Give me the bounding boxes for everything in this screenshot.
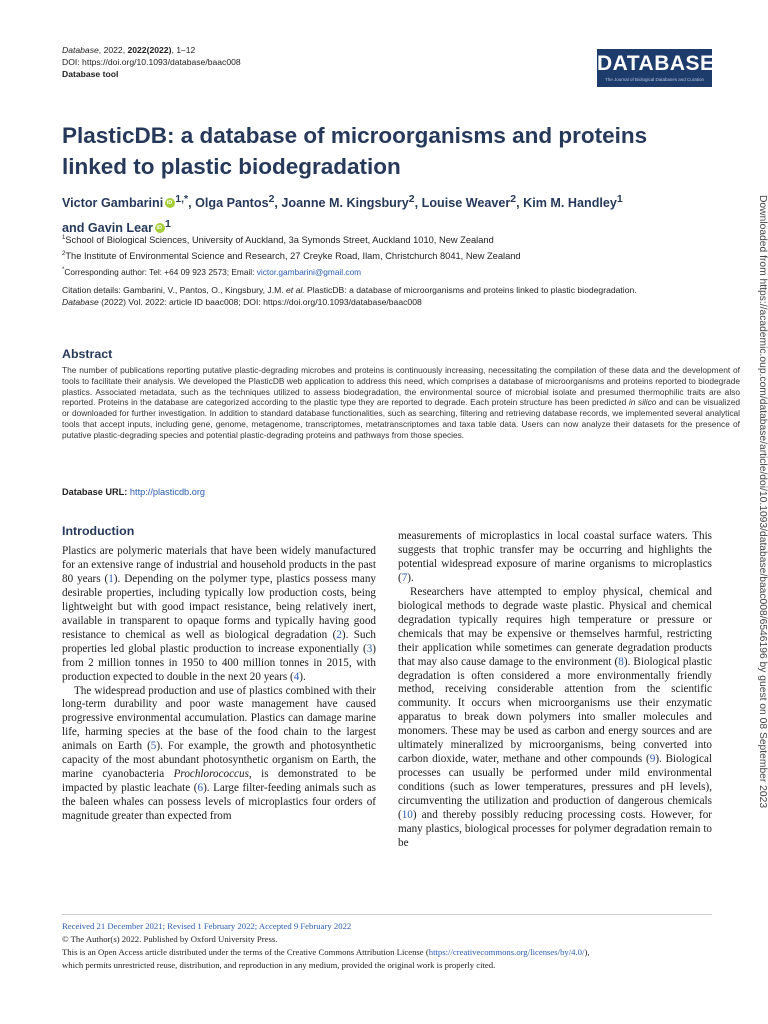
text: ). Biological processes can usually be performed under mild environmental conditions (such as lower temperatures, pressures and pH levels), circumventing the utilization and production of dangerous chemicals ( (398, 753, 712, 822)
intro-paragraph-2 (62, 685, 376, 825)
intro-paragraph-3 (398, 586, 712, 851)
text: measurements of microplastics in local coastal surface waters. This suggests that trophic transfer may be occurring and highlights the potential widespread exposure of marine organisms to microplastics ( (398, 530, 712, 584)
abstract-p2: and can be visualized or downloaded for further investigation. In addition to standard database functionalities, such as searching, filtering and retrieving database records, we implemented several analytical tools that accept inputs, including gene, genome, metagenome, transcriptomes, metatranscriptomes and taxa table data. Users can now analyze their datasets for the presence of putative plastic-degrading species and potential plastic-degrading proteins and pathways from those species. (62, 397, 740, 440)
license-link[interactable]: https://creativecommons.org/licenses/by/4.0/ (428, 947, 585, 957)
citation-etal: et al. (286, 285, 305, 295)
left-column (62, 545, 376, 824)
text: The widespread production and use of plastics combined with their long-term durability and poor waste management have caused progressive environmental accumulation. Plastics can damage marine life, harming species at the base of the food chain to the largest animals on Earth ( (62, 684, 376, 753)
text: This is an Open Access article distributed under the terms of the Creative Commons Attribution License ( (62, 947, 429, 957)
aff2-sup: 2 (62, 250, 66, 257)
ref-link[interactable]: 1 (108, 572, 114, 585)
citation-title: PlasticDB: a database of microorganisms and proteins linked to plastic biodegradation. (304, 285, 637, 295)
intro-paragraph-2-cont (398, 530, 712, 586)
text: ). For example, the growth and photosynthetic capacity of the most abundant photosynthetic organism on Earth, the marine cyanobacteria (62, 740, 377, 781)
journal-name: Database (62, 45, 99, 55)
ref-link[interactable]: 8 (618, 655, 624, 668)
author-2-sup: 2 (268, 193, 275, 205)
author-3-sup: 2 (408, 193, 415, 205)
email-link[interactable]: victor.gambarini@gmail.com (256, 266, 362, 277)
header-year: , 2022, (98, 45, 128, 55)
download-notice: Downloaded from https://academic.oup.com/database/article/doi/10.1093/database/baac008/6546196 by guest on 08 September 2023 (757, 195, 768, 809)
text: Plastics are polymeric materials that have been widely manufactured for an extensive range of industrial and household products in the past 80 years ( (62, 545, 376, 585)
author-2[interactable]: , Olga Pantos (188, 196, 269, 211)
header-doi[interactable]: DOI: https://doi.org/10.1093/database/baac008 (62, 57, 241, 67)
ref-link[interactable]: 4 (293, 670, 300, 683)
database-url (62, 487, 205, 497)
author-4[interactable]: , Louise Weaver (414, 196, 511, 211)
footer-divider (62, 914, 712, 915)
text: , is demonstrated to be impacted by plastic leachate ( (62, 768, 376, 795)
logo-word: DATABASE (597, 52, 715, 75)
citation-details (62, 284, 742, 308)
journal-logo[interactable] (597, 49, 715, 87)
author-6[interactable]: and Gavin Lear (62, 221, 153, 236)
affiliation-2: The Institute of Environmental Science and Research, 27 Creyke Road, Ilam, Christchurch 8041, New Zealand (65, 250, 521, 261)
author-4-sup: 2 (510, 193, 517, 205)
abstract-text (62, 365, 740, 441)
abstract-heading: Abstract (62, 347, 113, 361)
affiliations (62, 232, 742, 279)
abstract-p1: The number of publications reporting putative plastic-degrading microbes and proteins is continuously increasing, necessitating the compilation of these data and the development of tools to facilitate their analysis. We developed the PlasticDB web application to address this need, which comprises a database of microorganisms and proteins reported to biodegrade plastics. Associated metadata, such as the techniques utilized to assess biodegradation, the environmental source of microbial isolate and presumed thermophilic traits are also reported. Proteins in the database are categorized according to the plastic type they are reported to degrade. Each protein structure has been predicted (62, 365, 740, 408)
citation-text: Citation details: Gambarini, V., Pantos, O., Kingsbury, J.M. (62, 285, 287, 295)
author-1-sup: 1,* (175, 193, 189, 205)
license-line-2: which permits unrestricted reuse, distribution, and reproduction in any medium, provided the original work is properly cited. (62, 960, 496, 970)
author-6-sup: 1 (165, 218, 171, 231)
logo-subtitle: The Journal of Biological Databases and Curation (604, 77, 705, 82)
text: ), (584, 947, 590, 957)
citation-doi: (2022) Vol. 2022: article ID baac008; DOI: https://doi.org/10.1093/database/baac008 (98, 297, 422, 308)
ref-link[interactable]: 6 (197, 782, 204, 795)
ref-link[interactable]: 9 (649, 753, 656, 766)
text: ). (407, 571, 414, 584)
author-5[interactable]: , Kim M. Handley (516, 196, 617, 211)
text: ). Biological plastic degradation is often considered a more environmentally friendly method, receiving considerable attention from the scientific community. It occurs when microorganisms use their enzymatic apparatus to break down polymers into smaller molecules and monomers. These may be used as carbon and energy sources and are ultimately mineralized by microorganisms, being converted into carbon dioxide, water, methane and other compounds ( (398, 655, 712, 766)
ref-link[interactable]: 3 (366, 642, 373, 655)
database-url-link[interactable]: http://plasticdb.org (129, 487, 205, 497)
database-url-label: Database URL: (62, 487, 128, 497)
running-header (62, 44, 241, 80)
author-3[interactable]: , Joanne M. Kingsbury (274, 196, 409, 211)
text: ). Large filter-feeding animals such as the baleen whales can possess levels of microplastics four orders of magnitude greater than expected from (62, 782, 377, 823)
text: ) from 2 million tonnes in 1950 to 400 million tonnes in 2015, with production expected to double in the next 20 years ( (62, 642, 376, 683)
citation-journal: Database (62, 297, 99, 308)
ref-link[interactable]: 7 (401, 571, 408, 584)
download-sidebar (754, 195, 768, 995)
text: ) and thereby possibly reducing processing costs. However, for many plastics, biological processes for polymer degradation remain to be (398, 809, 712, 849)
corr-sup: * (62, 266, 65, 273)
ref-link[interactable]: 2 (336, 628, 342, 641)
header-volume: 2022(2022) (127, 45, 172, 55)
author-1[interactable]: Victor Gambarini (62, 196, 164, 211)
intro-paragraph-1 (62, 545, 376, 685)
copyright: © The Author(s) 2022. Published by Oxford University Press. (62, 934, 278, 944)
header-pages: , 1–12 (171, 45, 196, 55)
author-5-sup: 1 (616, 193, 623, 205)
introduction-heading: Introduction (62, 524, 135, 538)
species-name: Prochlorococcus (173, 768, 249, 781)
corresponding-author: Corresponding author: Tel: +64 09 923 2573; Email: (64, 266, 257, 277)
received-dates: Received 21 December 2021; Revised 1 February 2022; Accepted 9 February 2022 (62, 921, 352, 931)
article-title: PlasticDB: a database of microorganisms and proteins linked to plastic biodegradation (62, 123, 648, 179)
ref-link[interactable]: 5 (150, 740, 157, 753)
abstract-insilico: in silico (628, 397, 657, 408)
text: ). Such properties led global plastic production to increase exponentially ( (62, 628, 376, 655)
license-line (62, 946, 722, 959)
ref-link[interactable]: 10 (401, 809, 413, 822)
text: ). Depending on the polymer type, plastics possess many desirable properties, including typically low production costs, being lightweight but with good impact resistance, being relatively inert, available in transparent to opaque forms and typically having good resistance to chemical as well as biological degradation ( (62, 572, 376, 641)
article-type: Database tool (62, 69, 119, 79)
orcid-icon[interactable] (165, 198, 175, 208)
right-column (398, 530, 712, 851)
affiliation-1: School of Biological Sciences, University of Auckland, 3a Symonds Street, Auckland 1010, New Zealand (65, 235, 494, 246)
aff1-sup: 1 (62, 235, 66, 241)
footer (62, 920, 722, 972)
text: Researchers have attempted to employ physical, chemical and biological methods to degrade waste plastic. Physical and chemical degradation typically requires high temperature or pressure or chemicals that may be expensive or themselves harmful, restricting their application while sometimes can generate degradation products that may also cause damage to the environment ( (398, 585, 712, 668)
text: ). (299, 670, 306, 683)
